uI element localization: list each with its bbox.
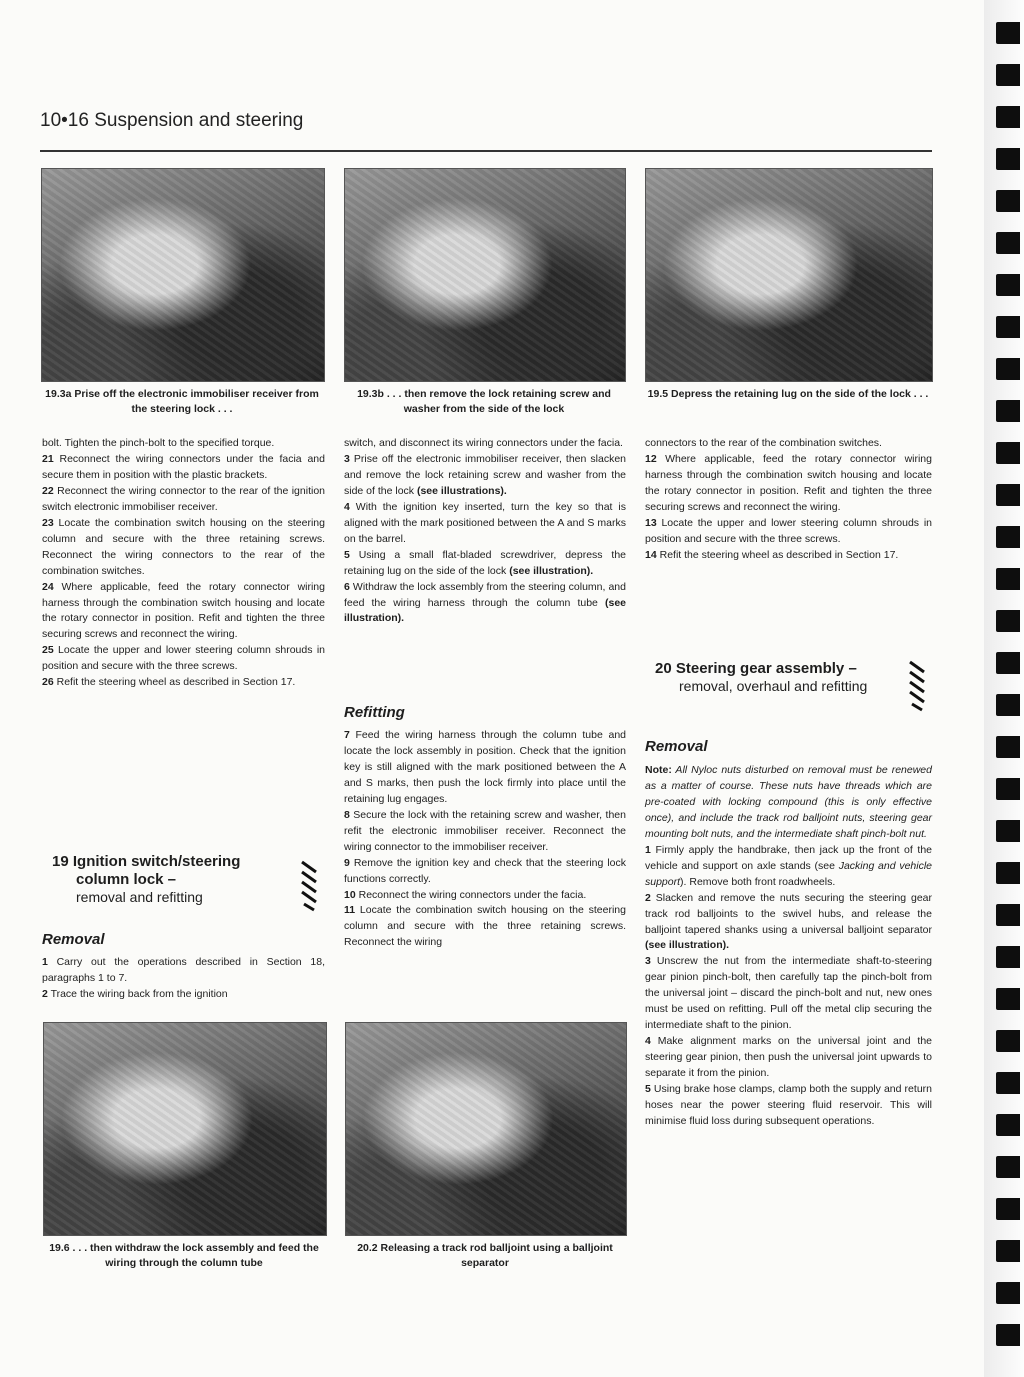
paragraph: 6 Withdraw the lock assembly from the steering column, and feed the wiring harness through the column tube (see illustration). — [344, 580, 626, 625]
note-paragraph: Note: All Nyloc nuts disturbed on removal must be renewed as a matter of course. These nuts have threads which are pre-coated with locking compound (this is only effective once), and include the track rod balljoint nuts, steering gear mounting bolt nuts, and the intermediate shaft pinch-bolt nut. — [645, 764, 932, 840]
binding-loop — [996, 736, 1020, 758]
binding-loop — [996, 400, 1020, 422]
binding-loop — [996, 1240, 1020, 1262]
section-19-heading: 19 Ignition switch/steering column lock – removal and refitting — [52, 853, 241, 905]
paragraph: 25 Locate the upper and lower steering column shrouds in position and secure with the three screws. — [42, 644, 325, 673]
paragraph: 26 Refit the steering wheel as described in Section 17. — [42, 676, 296, 689]
binding-loop — [996, 274, 1020, 296]
binding-loop — [996, 316, 1020, 338]
binding-loop — [996, 904, 1020, 926]
difficulty-spanner-icon — [906, 658, 928, 714]
paragraph: 1 Carry out the operations described in Section 18, paragraphs 1 to 7. — [42, 956, 325, 984]
binding-loop — [996, 694, 1020, 716]
paragraph: switch, and disconnect its wiring connectors under the facia. — [344, 437, 623, 449]
removal-heading-2: Removal — [645, 738, 708, 755]
paragraph: 4 With the ignition key inserted, turn the key so that is aligned with the mark positioned between the A and S marks on the barrel. — [344, 500, 626, 545]
paragraph: 9 Remove the ignition key and check that the steering lock functions correctly. — [344, 856, 626, 885]
binding-loop — [996, 1282, 1020, 1304]
binding-loop — [996, 1114, 1020, 1136]
removal-heading-1: Removal — [42, 931, 105, 948]
paragraph: 8 Secure the lock with the retaining screw and washer, then refit the electronic immobiliser receiver. Reconnect the wiring connector to the immobiliser receiver. — [344, 808, 626, 853]
refitting-heading: Refitting — [344, 704, 405, 721]
binding-loop — [996, 820, 1020, 842]
paragraph: 24 Where applicable, feed the rotary connector wiring harness through the combination switch housing and locate the rotary connector in position. Refit and tighten the three securing screws and reconnect the wiring. — [42, 580, 325, 641]
column-3-text — [645, 436, 932, 564]
paragraph: 23 Locate the combination switch housing on the steering column and secure with the three retaining screws. Reconnect the wiring connectors to the rear of the combination switches. — [42, 516, 325, 577]
paragraph: 12 Where applicable, feed the rotary connector wiring harness through the combination switch housing and locate the rotary connector in position. Refit and tighten the three securing screws and reconnect the wiring. — [645, 452, 932, 513]
paragraph: 2 Trace the wiring back from the ignition — [42, 987, 228, 1000]
binding-loop — [996, 526, 1020, 548]
section-20-heading: 20 Steering gear assembly – removal, overhaul and refitting — [655, 660, 868, 694]
paragraph: 11 Locate the combination switch housing on the steering column and secure with the three retaining screws. Reconnect the wiring — [344, 904, 626, 949]
caption-19-3b: 19.3b . . . then remove the lock retaining screw and washer from the side of the lock — [357, 388, 611, 416]
paragraph: 13 Locate the upper and lower steering column shrouds in position and secure with the three screws. — [645, 516, 932, 545]
paragraph: 1 Firmly apply the handbrake, then jack up the front of the vehicle and support on axle stands (see Jacking and vehicle support). Remove both front roadwheels. — [645, 843, 933, 888]
paragraph: 4 Make alignment marks on the universal joint and the steering gear pinion, then push the universal joint upwards to separate it from the pinion. — [645, 1035, 932, 1080]
binding-loop — [996, 148, 1020, 170]
paragraph: 5 Using a small flat-bladed screwdriver, depress the retaining lug on the side of the lock (see illustration). — [344, 548, 626, 577]
binding-loop — [996, 778, 1020, 800]
binding-loop — [996, 988, 1020, 1010]
paragraph: 2 Slacken and remove the nuts securing the steering gear track rod balljoints to the swivel hubs, and release the balljoint tapered shanks using a universal balljoint separator (see illustration). — [645, 891, 932, 952]
column-2-lower-text — [344, 728, 626, 951]
chapter-title: Suspension and steering — [94, 110, 304, 131]
caption-19-3a: 19.3a Prise off the electronic immobiliser receiver from the steering lock . . . — [45, 388, 319, 416]
binding-loop — [996, 652, 1020, 674]
photo-19-3b — [344, 168, 626, 382]
photo-20-2 — [345, 1022, 627, 1236]
paragraph: 10 Reconnect the wiring connectors under the facia. — [344, 888, 587, 901]
caption-19-5: 19.5 Depress the retaining lug on the side of the lock . . . — [647, 388, 929, 400]
binding-loop — [996, 106, 1020, 128]
binding-loop — [996, 1324, 1020, 1346]
binding-loop — [996, 64, 1020, 86]
binding-loop — [996, 610, 1020, 632]
caption-20-2: 20.2 Releasing a track rod balljoint using a balljoint separator — [357, 1242, 613, 1270]
column-3-lower-text — [645, 763, 932, 1130]
photo-19-5 — [645, 168, 933, 382]
binding-loop — [996, 862, 1020, 884]
paragraph: 21 Reconnect the wiring connectors under the facia and secure them in position with the plastic brackets. — [42, 452, 325, 481]
binding-loop — [996, 442, 1020, 464]
binding-loop — [996, 1156, 1020, 1178]
binding-loop — [996, 1198, 1020, 1220]
column-1-lower-text — [42, 955, 325, 1003]
paragraph: 22 Reconnect the wiring connector to the rear of the ignition switch electronic immobiliser receiver. — [42, 484, 325, 513]
page-header — [40, 110, 303, 132]
binding-loop — [996, 568, 1020, 590]
header-rule — [40, 150, 932, 152]
spiral-binding — [984, 0, 1024, 1377]
binding-loop — [996, 1030, 1020, 1052]
binding-loop — [996, 190, 1020, 212]
paragraph: 3 Prise off the electronic immobiliser receiver, then slacken and remove the lock retaining screw and washer from the side of the lock (see illustrations). — [344, 452, 626, 497]
photo-19-3a — [41, 168, 325, 382]
difficulty-spanner-icon — [298, 858, 320, 914]
paragraph: bolt. Tighten the pinch-bolt to the specified torque. — [42, 437, 275, 449]
paragraph: 3 Unscrew the nut from the intermediate shaft-to-steering gear pinion pinch-bolt, then carefully tap the pinch-bolt from the universal joint – discard the pinch-bolt and nut, new ones must be used on refitting. Pull off the metal clip securing the intermediate shaft to the pinion. — [645, 955, 932, 1032]
caption-19-6: 19.6 . . . then withdraw the lock assembly and feed the wiring through the column tube — [49, 1242, 319, 1270]
binding-loop — [996, 22, 1020, 44]
binding-loop — [996, 358, 1020, 380]
binding-loop — [996, 1072, 1020, 1094]
binding-loop — [996, 484, 1020, 506]
binding-loop — [996, 232, 1020, 254]
column-2-text — [344, 436, 626, 627]
paragraph: 5 Using brake hose clamps, clamp both the supply and return hoses near the power steering fluid reservoir. This will minimise fluid loss during subsequent operations. — [645, 1083, 932, 1127]
paragraph: 14 Refit the steering wheel as described in Section 17. — [645, 548, 899, 561]
paragraph: 7 Feed the wiring harness through the column tube and locate the lock assembly in position. Check that the ignition key is still aligned with the mark positioned between the A and S marks, then push the lock firmly into place until the retaining lug engages. — [344, 729, 626, 805]
photo-19-6 — [43, 1022, 327, 1236]
page-number: 10•16 — [40, 110, 89, 131]
column-1-text — [42, 436, 325, 691]
paragraph: connectors to the rear of the combination switches. — [645, 437, 882, 449]
binding-loop — [996, 946, 1020, 968]
